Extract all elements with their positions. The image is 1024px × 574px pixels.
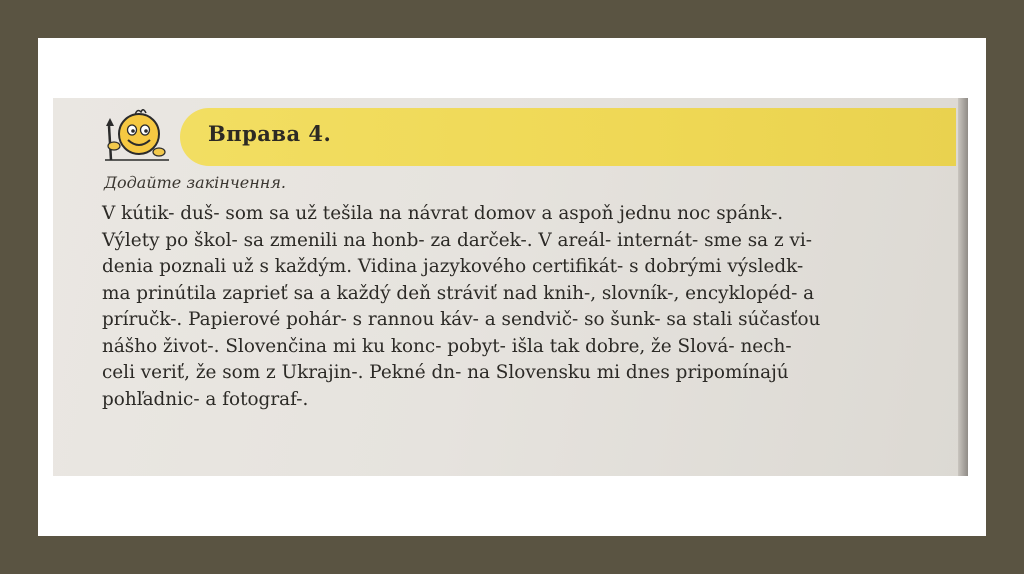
text-line: príručk-. Papierové pohár- s rannou káv- a sendvič- so šunk- sa stali súčasťou (102, 309, 821, 330)
text-line: nášho život-. Slovenčina mi ku konc- pobyt- išla tak dobre, že Slová- nech- (102, 335, 792, 357)
text-line: V kútik- duš- som sa už tešila na návrat domov a aspoň jednu noc spánk-. (102, 203, 784, 224)
exercise-text (102, 201, 968, 413)
text-line: denia poznali už s každým. Vidina jazykového certifikát- s dobrými výsledk- (102, 256, 804, 277)
page-edge-shadow (958, 98, 968, 476)
slide (38, 38, 986, 536)
text-line: pohľadnic- a fotograf-. (102, 388, 309, 410)
text-line: celi veriť, že som z Ukrajin-. Pekné dn- na Slovensku mi dnes pripomínajú (102, 362, 789, 383)
text-line: Výlety po škol- sa zmenili na honb- za darček-. V areál- internát- sme sa z vi- (102, 229, 812, 251)
textbook-photo (53, 98, 968, 476)
exercise-title: Вправа 4. (208, 121, 332, 146)
exercise-instruction: Додайте закінчення. (104, 173, 287, 192)
smiley-writing-icon (105, 106, 169, 162)
text-line: ma prinútila zaprieť sa a každý deň stráviť nad knih-, slovník-, encyklopéd- a (102, 282, 815, 304)
